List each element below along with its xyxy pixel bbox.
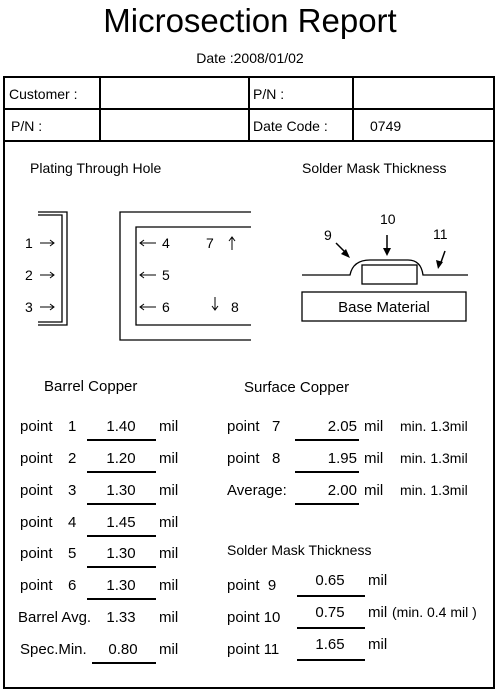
surface-row-unit: mil	[364, 418, 384, 435]
barrel-row-underline	[87, 535, 156, 537]
solder-mask-row-label: point 10	[227, 609, 281, 626]
surface-row-label: point 7	[227, 418, 281, 435]
barrel-row-number: 1	[68, 418, 77, 435]
left-wall-inner	[38, 215, 62, 322]
header-col-divider-2	[248, 76, 250, 142]
date-label: Date	[196, 50, 226, 66]
spec-min-label: Spec.Min.	[20, 641, 87, 658]
surface-row-label: point 8	[227, 450, 281, 467]
solder-mask-row-value: 1.65	[315, 636, 345, 653]
point-label-8: 8	[231, 299, 239, 315]
spec-min-underline	[92, 662, 156, 664]
barrel-row-label: point	[20, 418, 53, 435]
surface-row-underline	[295, 439, 359, 441]
surface-row-min: min. 1.3mil	[400, 482, 468, 498]
surface-row-underline	[295, 503, 359, 505]
solder-mask-row-underline	[297, 595, 365, 597]
barrel-row-value: 1.45	[106, 514, 136, 531]
barrel-row-label: point	[20, 482, 53, 499]
surface-row-min: min. 1.3mil	[400, 418, 468, 434]
point-label-3: 3	[25, 299, 33, 315]
point-label-6: 6	[162, 299, 170, 315]
solder-mask-row-note: (min. 0.4 mil )	[392, 604, 477, 620]
barrel-row-unit: mil	[159, 418, 179, 435]
barrel-row-label: point	[20, 577, 53, 594]
pn-label-top: P/N :	[253, 86, 285, 102]
barrel-row-underline	[87, 566, 156, 568]
barrel-row-number: 6	[68, 577, 77, 594]
surface-row-value: 2.05	[327, 418, 357, 435]
spec-min-value: 0.80	[108, 641, 138, 658]
surface-row-min: min. 1.3mil	[400, 450, 468, 466]
solder-mask-row-label: point 11	[227, 641, 280, 658]
surface-row-underline	[295, 471, 359, 473]
barrel-row-number: 5	[68, 545, 77, 562]
barrel-row-underline	[87, 439, 156, 441]
header-col-divider-3	[352, 76, 354, 142]
barrel-avg-value: 1.33	[106, 609, 136, 626]
solder-mask-row-unit: mil	[368, 572, 388, 589]
right-wall-outer	[120, 212, 251, 340]
copper-pad	[362, 265, 417, 284]
header-col-divider-1	[99, 76, 101, 142]
point-label-2: 2	[25, 267, 33, 283]
barrel-avg-label: Barrel Avg.	[18, 609, 92, 626]
point-label-1: 1	[25, 235, 33, 251]
point-label-11: 11	[433, 226, 448, 242]
date-code-value: 0749	[370, 118, 402, 134]
solder-mask-row-value: 0.75	[315, 604, 345, 621]
barrel-row-unit: mil	[159, 514, 179, 531]
spec-min-unit: mil	[159, 641, 179, 658]
barrel-row-underline	[87, 471, 156, 473]
solder-mask-diagram	[280, 205, 490, 325]
pth-title: Plating Through Hole	[30, 160, 162, 176]
solder-mask-row-underline	[297, 659, 365, 661]
solder-mask-row-unit: mil	[368, 636, 388, 653]
surface-row-value: 1.95	[327, 450, 357, 467]
customer-label: Customer :	[9, 86, 78, 102]
barrel-row-label: point	[20, 545, 53, 562]
solder-mask-title: Solder Mask Thickness	[227, 542, 372, 558]
barrel-row-value: 1.30	[106, 482, 136, 499]
barrel-row-unit: mil	[159, 482, 179, 499]
surface-row-value: 2.00	[327, 482, 357, 499]
barrel-row-value: 1.40	[106, 418, 136, 435]
report-date	[0, 50, 500, 66]
barrel-row-unit: mil	[159, 577, 179, 594]
surface-row-unit: mil	[364, 450, 384, 467]
barrel-row-value: 1.30	[106, 577, 136, 594]
barrel-row-number: 3	[68, 482, 77, 499]
point-label-10: 10	[380, 211, 396, 227]
point-label-7: 7	[206, 235, 214, 251]
barrel-row-label: point	[20, 514, 53, 531]
date-value: :2008/01/02	[229, 50, 304, 66]
point-label-9: 9	[324, 227, 332, 243]
point-label-5: 5	[162, 267, 170, 283]
point-label-4: 4	[162, 235, 170, 251]
barrel-row-number: 2	[68, 450, 77, 467]
solder-mask-row-value: 0.65	[315, 572, 345, 589]
barrel-copper-title: Barrel Copper	[44, 378, 138, 395]
date-code-label: Date Code :	[253, 118, 328, 134]
barrel-row-number: 4	[68, 514, 77, 531]
surface-copper-title: Surface Copper	[244, 379, 350, 396]
solder-mask-row-label: point 9	[227, 577, 277, 594]
solder-mask-row-unit: mil	[368, 604, 388, 621]
barrel-row-unit: mil	[159, 545, 179, 562]
barrel-row-underline	[87, 598, 156, 600]
barrel-row-unit: mil	[159, 450, 179, 467]
barrel-row-underline	[87, 503, 156, 505]
pn-label-bottom: P/N :	[11, 118, 43, 134]
barrel-row-label: point	[20, 450, 53, 467]
plating-through-hole-diagram	[0, 200, 260, 350]
surface-row-label: Average:	[227, 482, 287, 499]
report-title: Microsection Report	[103, 2, 397, 39]
barrel-avg-unit: mil	[159, 609, 179, 626]
barrel-row-value: 1.20	[106, 450, 136, 467]
sm-diagram-title: Solder Mask Thickness	[302, 160, 447, 176]
surface-row-unit: mil	[364, 482, 384, 499]
base-material-label: Base Material	[338, 299, 430, 316]
solder-mask-row-underline	[297, 627, 365, 629]
barrel-row-value: 1.30	[106, 545, 136, 562]
